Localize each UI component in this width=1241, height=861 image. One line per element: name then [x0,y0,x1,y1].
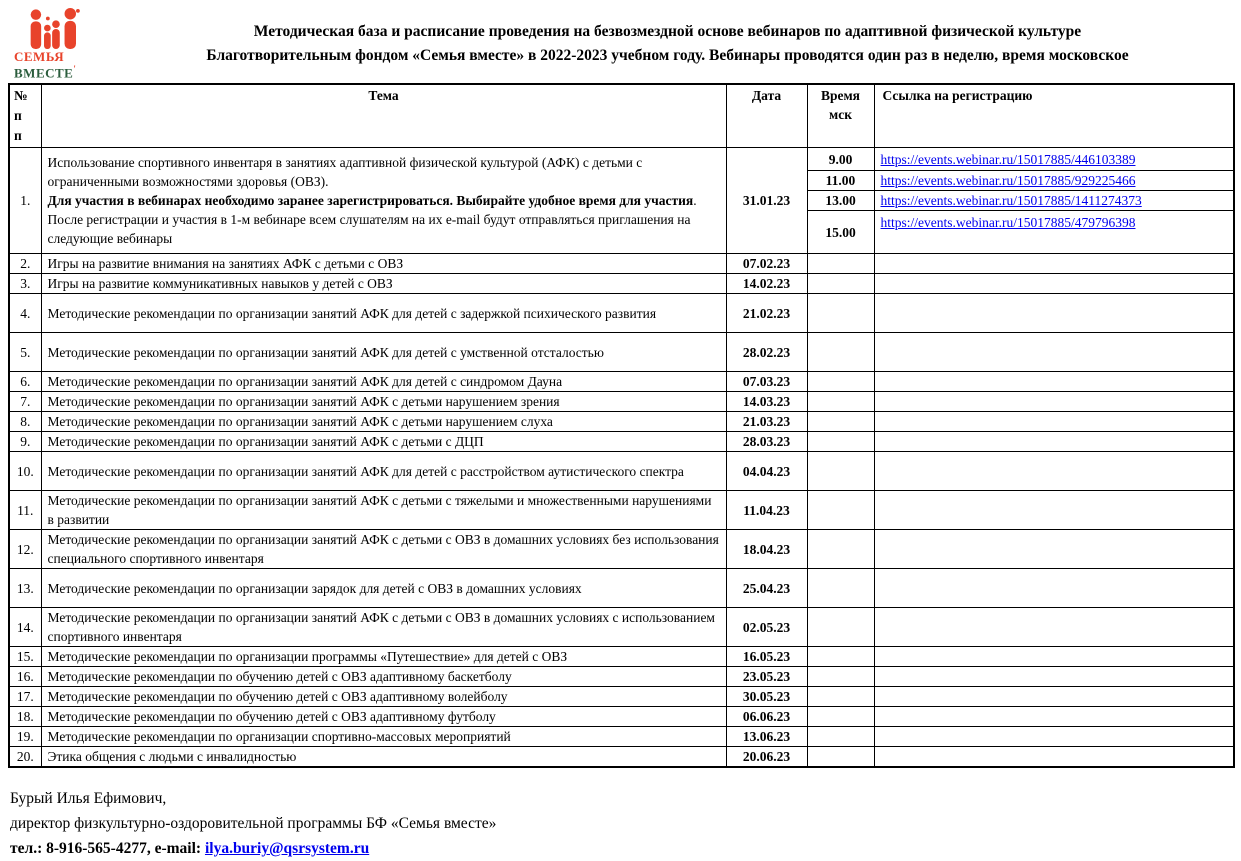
time-cell-empty [807,392,874,412]
row-number: 12. [9,530,41,569]
row-topic: Игры на развитие внимания на занятиях АФК с детьми с ОВЗ [41,254,726,274]
webinar-row [9,667,1234,687]
webinar-row [9,569,1234,608]
webinar-row [9,432,1234,452]
link-cell-empty [874,294,1234,333]
webinar-row [9,254,1234,274]
row-date: 31.01.23 [726,148,807,254]
row-topic [41,148,726,254]
webinar-row [9,530,1234,569]
time-cell-empty [807,707,874,727]
link-cell-empty [874,727,1234,747]
time-cell-empty [807,491,874,530]
link-cell-empty [874,452,1234,491]
row-date: 06.06.23 [726,707,807,727]
row-topic: Методические рекомендации по организации занятий АФК для детей с расстройством аутистического спектра [41,452,726,491]
time-cell-empty [807,452,874,491]
row-topic: Методические рекомендации по организации занятий АФК с детьми с тяжелыми и множественными нарушениями в развитии [41,491,726,530]
time-cell-empty [807,372,874,392]
row-date: 07.02.23 [726,254,807,274]
row-number: 3. [9,274,41,294]
row-topic: Методические рекомендации по обучению детей с ОВЗ адаптивному баскетболу [41,667,726,687]
contact-email-link[interactable]: ilya.buriy@qsrsystem.ru [204,840,370,857]
row-number: 1. [9,148,41,254]
time-cell-empty [807,254,874,274]
time-slot: 13.00 [807,191,874,211]
registration-link[interactable]: https://events.webinar.ru/15017885/479796398 [880,215,1136,230]
row-number: 13. [9,569,41,608]
header-topic: Тема [41,84,726,148]
link-cell-empty [874,392,1234,412]
link-cell-empty [874,274,1234,294]
header-date: Дата [726,84,807,148]
logo-text-semya: СЕМЬЯ [14,49,65,64]
registration-link-cell [874,171,1234,191]
time-cell-empty [807,647,874,667]
webinar-row [9,687,1234,707]
row-number: 10. [9,452,41,491]
row-number: 2. [9,254,41,274]
row-number: 5. [9,333,41,372]
row-topic: Методические рекомендации по обучению детей с ОВЗ адаптивному футболу [41,707,726,727]
time-cell-empty [807,274,874,294]
row-topic: Методические рекомендации по организации занятий АФК для детей с синдромом Дауна [41,372,726,392]
webinar-row [9,412,1234,432]
row-number: 19. [9,727,41,747]
webinar-row [9,491,1234,530]
header-number-line: № [14,88,28,103]
contact-name: Бурый Илья Ефимович, [10,790,167,807]
webinar-row [9,647,1234,667]
row-date: 21.03.23 [726,412,807,432]
row-date: 28.02.23 [726,333,807,372]
row-number: 15. [9,647,41,667]
row-date: 13.06.23 [726,727,807,747]
link-cell-empty [874,707,1234,727]
row-topic: Методические рекомендации по организации занятий АФК для детей с задержкой психического развития [41,294,726,333]
row-date: 11.04.23 [726,491,807,530]
row-number: 14. [9,608,41,647]
row-topic: Методические рекомендации по организации занятий АФК для детей с умственной отсталостью [41,333,726,372]
row-topic: Методические рекомендации по организации занятий АФК с детьми с ДЦП [41,432,726,452]
logo-text-vmeste [14,63,102,79]
time-cell-empty [807,412,874,432]
webinar-row [9,452,1234,491]
time-cell-empty [807,333,874,372]
header-time [807,84,874,148]
time-cell-empty [807,608,874,647]
webinar-row [9,333,1234,372]
footer-contact [8,786,1233,861]
header-number [9,84,41,148]
row-topic: Методические рекомендации по организации занятий АФК с детьми нарушением зрения [41,392,726,412]
link-cell-empty [874,254,1234,274]
row-date: 04.04.23 [726,452,807,491]
row-number: 8. [9,412,41,432]
registration-link-cell [874,191,1234,211]
link-cell-empty [874,530,1234,569]
link-cell-empty [874,491,1234,530]
row-number: 18. [9,707,41,727]
row-date: 14.03.23 [726,392,807,412]
row-date: 28.03.23 [726,432,807,452]
time-slot: 11.00 [807,171,874,191]
row1-topic-intro: Использование спортивного инвентаря в занятиях адаптивной физической культурой (АФК) с детьми с ограниченными возможностями здоровья (ОВЗ). [47,155,643,189]
registration-link-cell [874,148,1234,171]
charity-logo [8,8,102,79]
header-time-line: мск [829,107,852,122]
row-number: 11. [9,491,41,530]
webinar-row [9,727,1234,747]
link-cell-empty [874,569,1234,608]
webinar-row [9,392,1234,412]
row-number: 4. [9,294,41,333]
row-date: 21.02.23 [726,294,807,333]
row-number: 7. [9,392,41,412]
row-date: 02.05.23 [726,608,807,647]
family-logo-icon [24,8,86,50]
row1-topic-rest: . После регистрации и участия в 1-м вебинаре всем слушателям на их e-mail будут отправляться приглашения на следующие вебинары [47,193,697,246]
registration-link-cell [874,211,1234,254]
time-cell-empty [807,294,874,333]
document-title-line1: Методическая база и расписание проведения на безвозмездной основе вебинаров по адаптивной физической культуре [253,23,1082,40]
row-number: 17. [9,687,41,707]
header-number-line: п [14,108,22,123]
document-title-line2: Благотворительным фондом «Семья вместе» в 2022-2023 учебном году. Вебинары проводятся один раз в неделю, время московское [206,47,1129,64]
row-topic: Игры на развитие коммуникативных навыков у детей с ОВЗ [41,274,726,294]
row-topic: Методические рекомендации по организации зарядок для детей с ОВЗ в домашних условиях [41,569,726,608]
row-topic: Методические рекомендации по обучению детей с ОВЗ адаптивному волейболу [41,687,726,707]
time-cell-empty [807,687,874,707]
row-date: 25.04.23 [726,569,807,608]
webinar-row [9,294,1234,333]
link-cell-empty [874,372,1234,392]
page-header [8,8,1233,81]
time-cell-empty [807,747,874,768]
row-topic: Методические рекомендации по организации занятий АФК с детьми с ОВЗ в домашних условиях без использования специального спортивного инвентаря [41,530,726,569]
row-date: 18.04.23 [726,530,807,569]
time-cell-empty [807,569,874,608]
registration-link[interactable]: https://events.webinar.ru/15017885/1411274373 [880,193,1142,208]
link-cell-empty [874,667,1234,687]
contact-phone-label: тел.: 8-916-565-4277, e-mail: [10,840,205,857]
row-date: 30.05.23 [726,687,807,707]
row-topic: Методические рекомендации по организации занятий АФК с детьми с ОВЗ в домашних условиях с использованием спортивного инвентаря [41,608,726,647]
row-date: 20.06.23 [726,747,807,768]
registration-link[interactable]: https://events.webinar.ru/15017885/446103389 [880,151,1136,167]
registration-link[interactable]: https://events.webinar.ru/15017885/929225466 [880,173,1136,188]
link-cell-empty [874,333,1234,372]
link-cell-empty [874,432,1234,452]
webinar-row [9,747,1234,768]
row-date: 07.03.23 [726,372,807,392]
row-date: 23.05.23 [726,667,807,687]
row-date: 16.05.23 [726,647,807,667]
webinar-row [9,372,1234,392]
row-topic: Методические рекомендации по организации программы «Путешествие» для детей с ОВЗ [41,647,726,667]
header-number-line: п [14,128,22,143]
contact-position: директор физкультурно-оздоровительной программы БФ «Семья вместе» [10,815,497,832]
time-slot: 9.00 [807,148,874,171]
row1-topic-note [48,191,720,248]
header-time-line: Время [820,88,860,103]
webinar-row [9,608,1234,647]
row-number: 16. [9,667,41,687]
row-number: 6. [9,372,41,392]
link-cell-empty [874,687,1234,707]
row1-topic-bold: Для участия в вебинарах необходимо заранее зарегистрироваться. Выбирайте удобное время для участия [47,193,694,208]
header-registration-link: Ссылка на регистрацию [874,84,1234,148]
link-cell-empty [874,747,1234,768]
webinar-row [9,707,1234,727]
logo-text-vmeste-word: ВМЕСТЕ [14,65,74,81]
table-header-row [9,84,1234,148]
row-topic: Методические рекомендации по организации занятий АФК с детьми нарушением слуха [41,412,726,432]
row-number: 9. [9,432,41,452]
row-topic: Этика общения с людьми с инвалидностью [41,747,726,768]
row-topic: Методические рекомендации по организации спортивно-массовых мероприятий [41,727,726,747]
logo-trademark-mark: ' [73,64,77,74]
time-cell-empty [807,432,874,452]
webinar-schedule-table [8,83,1235,768]
time-slot: 15.00 [807,211,874,254]
link-cell-empty [874,647,1234,667]
link-cell-empty [874,412,1234,432]
link-cell-empty [874,608,1234,647]
time-cell-empty [807,667,874,687]
time-cell-empty [807,530,874,569]
webinar-row [9,274,1234,294]
row-number: 20. [9,747,41,768]
document-title [102,20,1233,68]
contact-phone-email [10,836,1233,861]
row-date: 14.02.23 [726,274,807,294]
time-cell-empty [807,727,874,747]
webinar-row-1 [9,148,1234,171]
